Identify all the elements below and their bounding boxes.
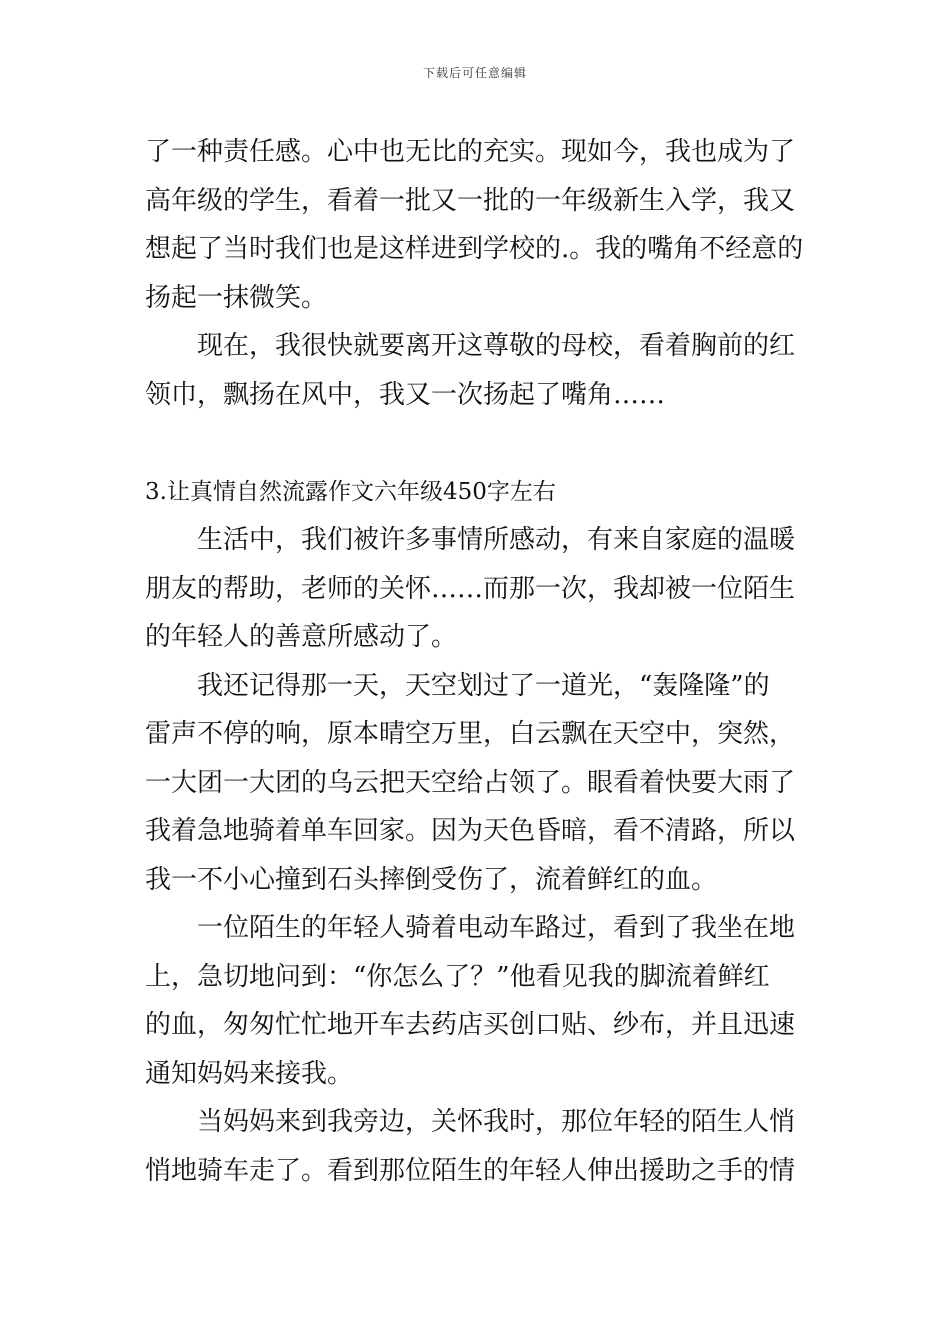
text-line: 一位陌生的年轻人骑着电动车路过，看到了我坐在地 bbox=[197, 913, 796, 943]
text-line: 朋友的帮助，老师的关怀……而那一次，我却被一位陌生 bbox=[145, 573, 796, 604]
text-line: 现在，我很快就要离开这尊敬的母校，看着胸前的红 bbox=[197, 331, 796, 361]
paragraph-gap bbox=[145, 419, 810, 468]
text-line: 雷声不停的响，原本晴空万里，白云飘在天空中，突然， bbox=[145, 719, 796, 749]
text-line: 生活中，我们被许多事情所感动，有来自家庭的温暖 bbox=[197, 525, 796, 555]
text-line: 悄地骑车走了。看到那位陌生的年轻人伸出援助之手的情 bbox=[145, 1155, 796, 1186]
paragraph bbox=[145, 662, 810, 905]
text-line: 我还记得那一天，天空划过了一道光，“轰隆隆”的 bbox=[197, 670, 770, 701]
document-body bbox=[145, 128, 810, 1195]
section-title: 3.让真情自然流露作文六年级450字左右 bbox=[145, 478, 556, 505]
paragraph bbox=[145, 128, 810, 322]
text-line: 当妈妈来到我旁边，关怀我时，那位年轻的陌生人悄 bbox=[197, 1107, 796, 1137]
text-line: 我一不小心撞到石头摔倒受伤了，流着鲜红的血。 bbox=[145, 864, 718, 895]
text-line: 的血，匆匆忙忙地开车去药店买创口贴、纱布，并且迅速 bbox=[145, 1010, 796, 1040]
paragraph bbox=[145, 904, 810, 1098]
text-line: 上，急切地问到：“你怎么了？”他看见我的脚流着鲜红 bbox=[145, 961, 770, 992]
text-line: 想起了当时我们也是这样进到学校的.。我的嘴角不经意的 bbox=[145, 234, 804, 264]
text-line: 通知妈妈来接我。 bbox=[145, 1058, 354, 1089]
text-line: 的年轻人的善意所感动了。 bbox=[145, 622, 458, 652]
text-line: 扬起一抹微笑。 bbox=[145, 282, 328, 313]
text-line: 了一种责任感。心中也无比的充实。现如今，我也成为了 bbox=[145, 137, 796, 167]
text-line: 领巾，飘扬在风中，我又一次扬起了嘴角…… bbox=[145, 379, 666, 410]
text-line: 一大团一大团的乌云把天空给占领了。眼看着快要大雨了 bbox=[145, 767, 796, 798]
text-line: 高年级的学生，看着一批又一批的一年级新生入学，我又 bbox=[145, 185, 796, 216]
text-line: 我着急地骑着单车回家。因为天色昏暗，看不清路，所以 bbox=[145, 816, 796, 846]
paragraph bbox=[145, 1098, 810, 1195]
paragraph bbox=[145, 516, 810, 662]
page-header: 下载后可任意编辑 bbox=[422, 66, 527, 80]
paragraph bbox=[145, 322, 810, 419]
